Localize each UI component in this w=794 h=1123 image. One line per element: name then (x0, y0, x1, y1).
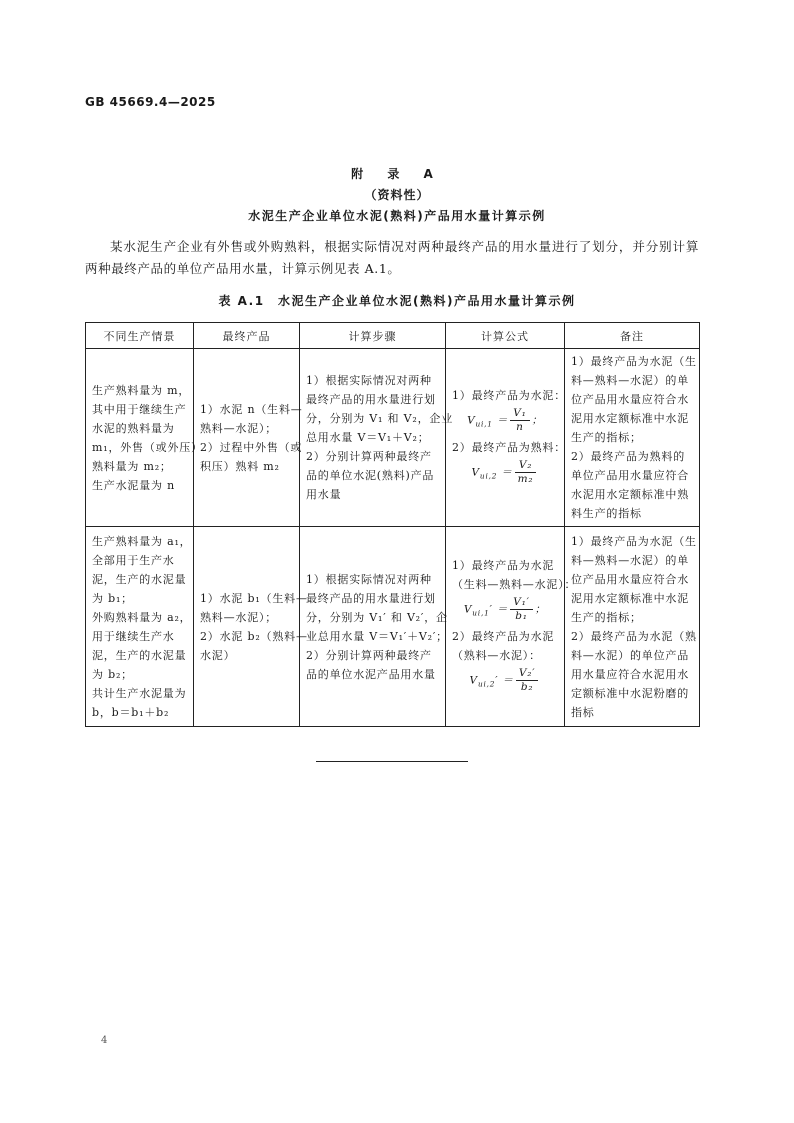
formula-expression: $V_{ui,2}$ ＝ $\frac{\text{V₂}}{\text{m₂}}$ (452, 459, 558, 486)
formula-cell (446, 527, 577, 727)
notes-line: 1）最终产品为水泥（生 (571, 355, 697, 368)
steps-line: 用水量 (306, 488, 342, 501)
steps-line: 最终产品的用水量进行划 (306, 393, 436, 406)
formula-denominator: m₂ (517, 472, 534, 485)
formula-fraction (510, 596, 533, 623)
scenario-line: 泥，生产的水泥量 (92, 572, 187, 586)
formula-lhs-prime: ′ (495, 674, 499, 686)
formula-denominator: n (516, 420, 524, 433)
notes-line: 泥用水定额标准中水泥 (571, 412, 689, 425)
formula-lhs: V (467, 414, 476, 426)
end-rule-divider (316, 761, 468, 762)
scenario-line: 为 b₂； (92, 667, 133, 681)
calculation-table (85, 322, 700, 727)
notes-line: 料—水泥）的单位产品 (571, 648, 689, 662)
scenario-line: 为 b₁； (92, 591, 133, 605)
steps-line: 1）根据实际情况对两种 (306, 572, 432, 586)
product-line: 1）水泥 n（生料— (200, 402, 303, 416)
steps-line: 分，分别为 V₁′ 和 V₂′，企 (306, 610, 448, 624)
scenario-line: b，b＝b₁＋b₂ (92, 705, 170, 719)
notes-line: 泥用水定额标准中水泥 (571, 591, 689, 605)
formula-numerator: V₁′ (510, 596, 533, 610)
formula-cell (446, 349, 565, 527)
notes-line: 定额标准中水泥粉磨的 (571, 686, 689, 700)
table-row (86, 349, 700, 527)
appendix-nature: （资料性） (364, 188, 430, 202)
product-line: 积压）熟料 m₂ (200, 459, 280, 473)
intro-paragraph: 某水泥生产企业有外售或外购熟料，根据实际情况对两种最终产品的用水量进行了划分，并分别计算两种最终产品的单位产品用水量，计算示例见表 A.1。 (85, 239, 699, 276)
notes-cell (565, 527, 700, 727)
steps-line: 总用水量 V＝V₁＋V₂； (306, 431, 430, 444)
col-header-notes: 备注 (565, 323, 700, 349)
notes-line: 料生产的指标 (571, 507, 642, 520)
product-line: 2）过程中外售（或 (200, 440, 303, 454)
scenario-cell (86, 527, 194, 727)
scenario-line: 熟料量为 m₂； (92, 459, 172, 473)
formula-fraction (515, 459, 537, 486)
notes-line: 料—熟料—水泥）的单 (571, 553, 689, 567)
steps-line: 2）分别计算两种最终产 (306, 648, 432, 662)
product-cell (194, 527, 308, 727)
appendix-label: 附 录 A (351, 167, 443, 181)
scenario-line: 共计生产水泥量为 (92, 686, 187, 700)
product-line: 熟料—水泥）； (200, 610, 278, 624)
formula-end: ； (534, 603, 547, 615)
scenario-line: 泥，生产的水泥量 (92, 648, 187, 662)
notes-line: 位产品用水量应符合水 (571, 393, 689, 406)
col-header-formula: 计算公式 (446, 323, 565, 349)
steps-line: 品的单位水泥(熟料)产品 (306, 469, 435, 482)
steps-line: 最终产品的用水量进行划 (306, 591, 436, 605)
formula-label: 2）最终产品为水泥 (452, 629, 555, 643)
col-header-product: 最终产品 (194, 323, 300, 349)
formula-lhs-prime: ′ (489, 603, 493, 615)
product-line: 水泥） (200, 648, 236, 662)
notes-line: 生产的指标； (571, 431, 642, 444)
page-number: 4 (101, 1035, 108, 1046)
formula-lhs: V (469, 674, 478, 686)
formula-label: （生料—熟料—水泥）： (452, 577, 577, 591)
table-row (86, 527, 700, 727)
formula-expression: $V_{ui,1}'$ ＝ $\frac{\text{V₁′}}{\text{b₁}}$ ； (463, 595, 547, 622)
formula-label: 1）最终产品为水泥： (452, 388, 566, 402)
notes-line: 生产的指标； (571, 610, 642, 624)
formula-lhs: V (463, 603, 473, 615)
notes-line: 料—熟料—水泥）的单 (571, 374, 689, 387)
formula-end: ； (531, 414, 543, 426)
scenario-line: 生产水泥量为 n (92, 478, 175, 492)
product-line: 2）水泥 b₂（熟料— (200, 629, 308, 643)
scenario-line: 其中用于继续生产 (92, 402, 187, 416)
product-cell (194, 349, 303, 527)
product-line: 1）水泥 b₁（生料— (200, 591, 308, 605)
notes-line: 指标 (571, 705, 595, 719)
steps-line: 1）根据实际情况对两种 (306, 374, 432, 387)
notes-line: 水泥用水定额标准中熟 (571, 488, 689, 501)
formula-numerator: V₂′ (516, 667, 539, 681)
col-header-steps: 计算步骤 (300, 323, 446, 349)
steps-line: 品的单位水泥产品用水量 (306, 667, 436, 681)
steps-cell (300, 527, 446, 727)
notes-line: 1）最终产品为水泥（生 (571, 534, 697, 548)
steps-line: 2）分别计算两种最终产 (306, 450, 432, 463)
notes-line: 用水量应符合水泥用水 (571, 667, 689, 681)
formula-denominator: b₁ (515, 609, 528, 622)
formula-fraction (510, 407, 529, 434)
product-line: 熟料—水泥）； (200, 421, 278, 435)
formula-label: 2）最终产品为熟料： (452, 440, 566, 454)
formula-denominator: b₂ (520, 680, 534, 693)
notes-line: 2）最终产品为水泥（熟 (571, 629, 697, 643)
formula-fraction (516, 667, 539, 694)
formula-lhs: V (471, 466, 480, 478)
scenario-line: m₁，外售（或外压） (92, 440, 203, 454)
standard-header: GB 45669.4—2025 (85, 95, 216, 109)
formula-label: 1）最终产品为水泥 (452, 558, 555, 572)
steps-line: 分，分别为 V₁ 和 V₂，企业 (306, 412, 453, 425)
formula-lhs-sub: ui,1 (472, 608, 490, 618)
formula-lhs-sub: ui,2 (477, 679, 496, 689)
formula-lhs-sub: ui,1 (475, 419, 493, 429)
table-caption: 表 A.1 水泥生产企业单位水泥(熟料)产品用水量计算示例 (218, 294, 576, 308)
table-header-row (86, 323, 700, 349)
scenario-cell (86, 349, 203, 527)
steps-cell (300, 349, 453, 527)
formula-expression: $V_{ui,1}$ ＝ $\frac{\text{V₁}}{n}$ ； (467, 406, 543, 433)
formula-label: （熟料—水泥）： (452, 648, 541, 662)
formula-numerator: V₂ (515, 459, 537, 473)
scenario-line: 外购熟料量为 a₂， (92, 610, 192, 624)
formula-expression: $V_{ui,2}'$ ＝ $\frac{\text{V₂′}}{\text{b₂}}$ (452, 667, 558, 694)
formula-numerator: V₁ (510, 407, 529, 421)
notes-cell (565, 349, 700, 527)
scenario-line: 生产熟料量为 m， (92, 383, 191, 397)
steps-line: 业总用水量 V＝V₁′＋V₂′； (306, 629, 448, 643)
appendix-title: 水泥生产企业单位水泥(熟料)产品用水量计算示例 (248, 209, 546, 223)
scenario-line: 水泥的熟料量为 (92, 421, 175, 435)
scenario-line: 全部用于生产水 (92, 553, 175, 567)
scenario-line: 用于继续生产水 (92, 629, 175, 643)
notes-line: 2）最终产品为熟料的 (571, 450, 685, 463)
notes-line: 单位产品用水量应符合 (571, 469, 689, 482)
notes-line: 位产品用水量应符合水 (571, 572, 689, 586)
scenario-line: 生产熟料量为 a₁， (92, 534, 192, 548)
col-header-scenario: 不同生产情景 (86, 323, 194, 349)
formula-lhs-sub: ui,2 (479, 471, 498, 481)
